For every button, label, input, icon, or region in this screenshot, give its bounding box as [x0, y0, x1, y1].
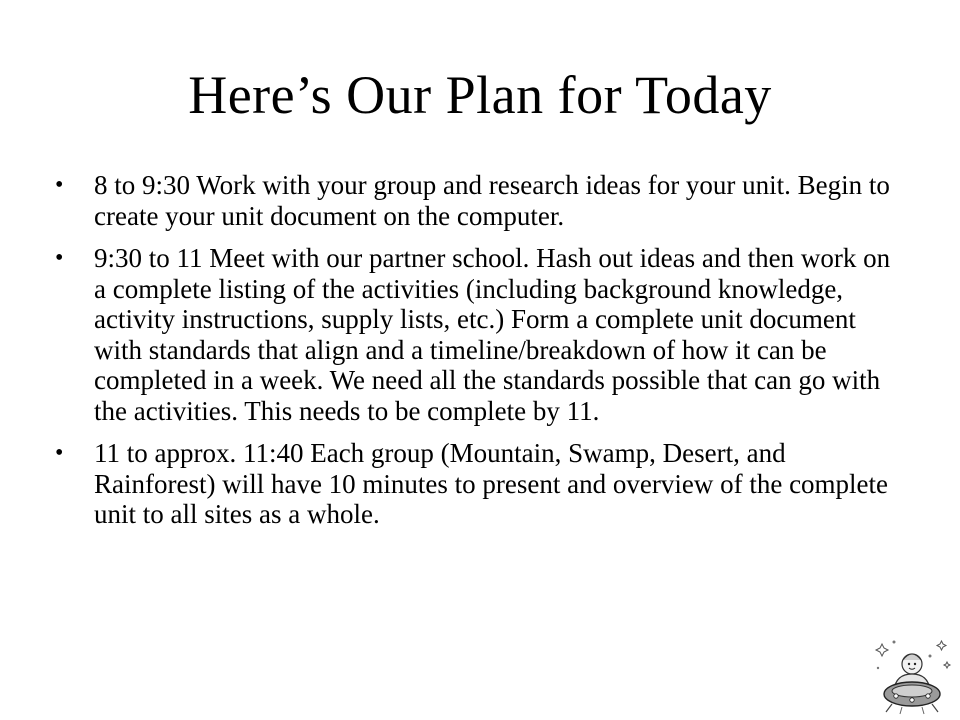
bullet-text: 11 to approx. 11:40 Each group (Mountain, Swamp, Desert, and Rainforest) will have 10 minutes to present and overview of the complete unit to all sites as a whole. — [94, 438, 889, 529]
clipart-pilot-icon — [872, 634, 954, 716]
bullet-item — [55, 243, 895, 426]
bullet-list — [55, 170, 895, 542]
bullet-text: 9:30 to 11 Meet with our partner school. Hash out ideas and then work on a complete listing of the activities (including background knowledge, activity instructions, supply lists, etc.) Form a complete unit document with standards that align and a timeline/breakdown of how it can be completed in a week. We need all the standards possible that can go with the activities. This needs to be complete by 11. — [94, 243, 891, 426]
bullet-marker: • — [55, 440, 64, 466]
bullet-marker: • — [55, 172, 64, 198]
bullet-item — [55, 438, 895, 530]
bullet-marker: • — [55, 245, 64, 271]
bullet-item — [55, 170, 895, 231]
bullet-text: 8 to 9:30 Work with your group and research ideas for your unit. Begin to create your unit document on the computer. — [94, 170, 890, 231]
slide-title: Here’s Our Plan for Today — [188, 65, 772, 125]
